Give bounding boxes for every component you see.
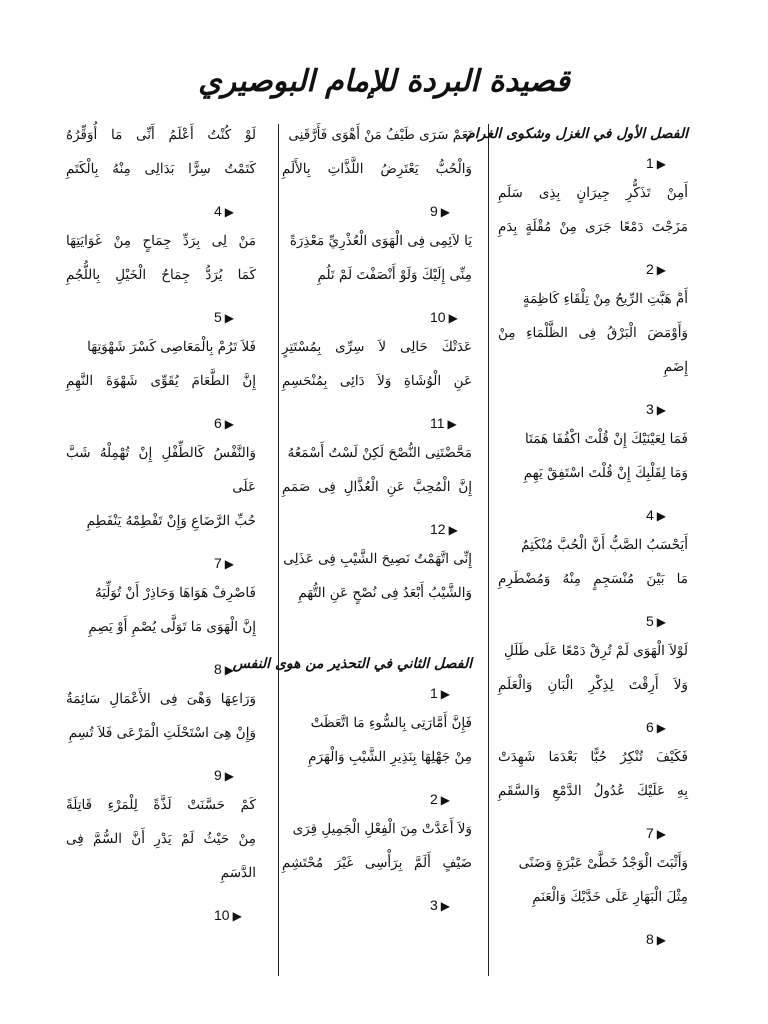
verse-number [498,502,688,528]
verse [498,846,688,914]
verse [282,118,472,186]
verse [66,330,256,398]
play-triangle-icon: ▶ [656,263,667,277]
verse-line: إِنَّ الْمُحِبَّ عَنِ الْعُذَّالِ فِى صَمَمِ [282,479,472,495]
verse-line: مِثْلَ الْبَهَارِ عَلَى خَدَّيْكَ وَالْعَنَمِ [532,889,688,905]
verse-line: مِنْ جَهْلِهَا بِنَذِيرِ الشَّيْبِ وَالْهَرَمِ [308,749,472,765]
verse-number [282,786,472,812]
verse-number-label: 7 [214,555,222,571]
verse-line: لَوْلاَ الْهَوَى لَمْ تُرِقْ دَمْعًا عَلَى طَلَلِ [503,643,688,659]
verse-number-label: 1 [430,685,438,701]
play-triangle-icon: ▶ [448,311,458,325]
verse [498,282,688,384]
verse-number [66,410,256,436]
verse-line: وَأَوْمَضَ الْبَرْقُ فِى الظَّلْمَاءِ مِنْ إِضَمِ [498,325,688,375]
play-triangle-icon: ▶ [656,509,667,523]
verse [282,436,472,504]
verse-number [66,550,256,576]
verse-line: كَتَمْتُ سِرًّا بَدَالِى مِنْهُ بِالْكَتَمِ [66,161,256,177]
verse-number-label: 2 [430,791,438,807]
verse [66,576,256,644]
verse-line: وَالنَّفْسُ كَالطِّفْلِ إِنْ تُهْمِلْهُ شَبَّ عَلَى [66,445,256,495]
verse-number-label: 5 [646,613,654,629]
verse-line: نَعَمْ سَرَى طَيْفُ مَنْ أَهْوَى فَأَرَّقَنِى [288,127,472,143]
verse-number-label: 6 [646,719,654,735]
verse-line: عَنِ الْوُشَاةِ وَلاَ دَائِى بِمُنْحَسِمِ [282,373,472,389]
verse-line: وَلاَ أَعَدَّتْ مِنَ الْفِعْلِ الْجَمِيلِ قِرَى [292,821,472,837]
verse-number [498,714,688,740]
verse-line: بِهِ عَلَيْكَ عُدُولُ الدَّمْعِ وَالسَّقَمِ [498,783,688,799]
verse-number [66,656,256,682]
verse-line: لَوْ كُنْتُ أَعْلَمُ أَنِّى مَا أُوَقِّرُهُ [66,127,256,143]
section-heading: الفصل الأول في الغزل وشكوى الغرام [466,126,688,142]
verse-number [498,608,688,634]
play-triangle-icon: ▶ [232,909,242,923]
verse-number [66,304,256,330]
verse-line: عَدَتْكَ حَالِى لاَ سِرِّى بِمُسْتَتِرٍ [282,339,472,355]
play-triangle-icon: ▶ [224,417,235,431]
play-triangle-icon: ▶ [656,157,667,171]
verse-line: حُبِّ الرَّضَاعِ وَإِنْ تَفْطِمْهُ يَنْفَطِمِ [86,513,256,529]
column-middle [232,118,472,918]
verse-line: إِنَّ الْهَوَى مَا تَوَلَّى يُصْمِ أَوْ يَصِمِ [88,619,256,635]
verse-number-label: 5 [214,309,222,325]
play-triangle-icon: ▶ [440,205,451,219]
verse-line: مَنْ لِى بِرَدِّ جِمَاحٍ مِنْ غَوَايَتِهَا [66,233,256,249]
verse-line: فَاصْرِفْ هَوَاهَا وَحَاذِرْ أَنْ تُوَلِّيَهُ [94,585,256,601]
verse-line: إِنِّى اتَّهَمْتُ نَصِيحَ الشَّيْبِ فِى عَذَلِى [283,551,472,567]
column-left [66,118,256,928]
verse [66,788,256,890]
verse [498,634,688,702]
play-triangle-icon: ▶ [224,311,235,325]
verse [66,436,256,538]
verse [282,706,472,774]
verse-number [282,516,472,542]
verse [498,176,688,244]
column-right [466,118,688,952]
play-triangle-icon: ▶ [656,403,667,417]
play-triangle-icon: ▶ [224,205,235,219]
play-triangle-icon: ▶ [656,721,667,735]
verse-number [66,762,256,788]
play-triangle-icon: ▶ [440,793,451,807]
verse-number [498,396,688,422]
verse-number-label: 12 [430,521,446,537]
verse-number-label: 4 [214,203,222,219]
verse-number [66,198,256,224]
verse-number [282,304,472,330]
verse-number-label: 2 [646,261,654,277]
play-triangle-icon: ▶ [447,417,457,431]
verse-number-label: 10 [214,907,230,923]
verse-line: فَإِنَّ أَمَّارَتِى بِالسُّوءِ مَا اتَّعَظَتْ [310,715,472,731]
play-triangle-icon: ▶ [656,827,667,841]
verse-number-label: 10 [430,309,446,325]
verse-number-label: 9 [214,767,222,783]
verse [498,528,688,596]
play-triangle-icon: ▶ [656,933,667,947]
verse-line: كَمْ حَسَّنَتْ لَذَّةً لِلْمَرْءِ قَاتِلَةً [66,797,256,813]
verse-number [282,892,472,918]
verse [282,542,472,610]
verse-line: فَمَا لِعَيْنَيْكَ إِنْ قُلْتَ اكْفُفَا هَمَتَا [525,431,688,447]
verse-line: وَرَاعِهَا وَهْىَ فِى الأَعْمَالِ سَائِمَةٌ [66,691,256,707]
verse [498,740,688,808]
verse-line: وَأَثْبَتَ الْوَجْدُ خَطَّىْ عَبْرَةٍ وَضَنًى [518,855,688,871]
verse [498,422,688,490]
verse-line: وَإِنْ هِىَ اسْتَحْلَتِ الْمَرْعَى فَلاَ تُسِمِ [68,725,256,741]
verse-number-label: 3 [430,897,438,913]
verse-number-label: 11 [430,415,445,431]
verse-number-label: 9 [430,203,438,219]
verse-line: مِنِّى إِلَيْكَ وَلَوْ أَنْصَفْتَ لَمْ تَلُمِ [317,267,472,283]
verse-number-label: 1 [646,155,654,171]
verse-line: وَمَا لِقَلْبِكَ إِنْ قُلْتَ اسْتَفِقْ يَهِمِ [523,465,688,481]
column-divider [488,124,489,976]
verse-number [66,902,256,928]
verse-number-label: 8 [214,661,222,677]
verse [282,330,472,398]
verse [66,682,256,750]
play-triangle-icon: ▶ [224,769,235,783]
verse-number-label: 4 [646,507,654,523]
verse-line: يَا لاَئِمِى فِى الْهَوَى الْعُذْرِيِّ مَعْذِرَةً [289,233,472,249]
play-triangle-icon: ▶ [440,687,451,701]
verse-line: مِنْ حَيْثُ لَمْ يَدْرِ أَنَّ السُّمَّ فِى الدَّسَمِ [66,831,256,881]
verse-line: إِنَّ الطَّعَامَ يُقَوِّى شَهْوَةَ النَّهِمِ [66,373,256,389]
verse-number-label: 3 [646,401,654,417]
verse-line: وَالشَّيْبُ أَبْعَدُ فِى نُصْحٍ عَنِ التُّهَمِ [298,585,472,601]
verse-line: كَمَا يُرَدُّ جِمَاحُ الْخَيْلِ بِاللُّجُمِ [66,267,256,283]
play-triangle-icon: ▶ [448,523,458,537]
verse-line: مَحَّضْتَنِى النُّصْحَ لَكِنْ لَسْتُ أَسْمَعُهُ [287,445,472,461]
play-triangle-icon: ▶ [224,557,235,571]
verse [66,118,256,186]
verse [282,812,472,880]
play-triangle-icon: ▶ [440,899,451,913]
verse-number [498,926,688,952]
verse-number [498,256,688,282]
page-title: قصيدة البردة للإمام البوصيري [198,64,570,99]
verse-number [498,150,688,176]
play-triangle-icon: ▶ [656,615,667,629]
verse-line: مَزَجْتَ دَمْعًا جَرَى مِنْ مُقْلَةٍ بِدَمِ [498,219,688,235]
verse-number [282,410,472,436]
play-triangle-icon: ▶ [224,663,235,677]
verse-line: أَيَحْسَبُ الصَّبُّ أَنَّ الْحُبَّ مُنْكَتِمٌ [521,537,688,553]
verse-number-label: 7 [646,825,654,841]
verse-line: مَا بَيْنَ مُنْسَجِمٍ مِنْهُ وَمُضْطَرِمِ [498,571,688,587]
verse-line: أَمِنْ تَذَكُّرِ جِيرَانٍ بِذِى سَلَمِ [498,185,688,201]
verse-number-label: 6 [214,415,222,431]
verse-line: وَالْحُبُّ يَعْتَرِضُ اللَّذَّاتِ بِالأَلَمِ [282,161,472,177]
verse-number [282,198,472,224]
verse-number-label: 8 [646,931,654,947]
verse-line: أَمْ هَبَّتِ الرِّيحُ مِنْ تِلْقَاءِ كَاظِمَةٍ [522,291,688,307]
verse-line: فَكَيْفَ تُنْكِرُ حُبًّا بَعْدَمَا شَهِدَتْ [498,749,688,765]
verse-line: ضَيْفٍ أَلَمَّ بِرَأْسِى غَيْرَ مُحْتَشِمِ [282,855,472,871]
verse-line: فَلاَ تَرُمْ بِالْمَعَاصِى كَسْرَ شَهْوَتِهَا [87,339,256,355]
section-heading: الفصل الثاني في التحذير من هوى النفس [232,656,472,672]
verse-number [282,680,472,706]
verse-number [498,820,688,846]
column-divider [278,124,279,976]
verse-line: وَلاَ أَرِقْتَ لِذِكْرِ الْبَانِ وَالْعَلَمِ [498,677,688,693]
verse [66,224,256,292]
verse [282,224,472,292]
